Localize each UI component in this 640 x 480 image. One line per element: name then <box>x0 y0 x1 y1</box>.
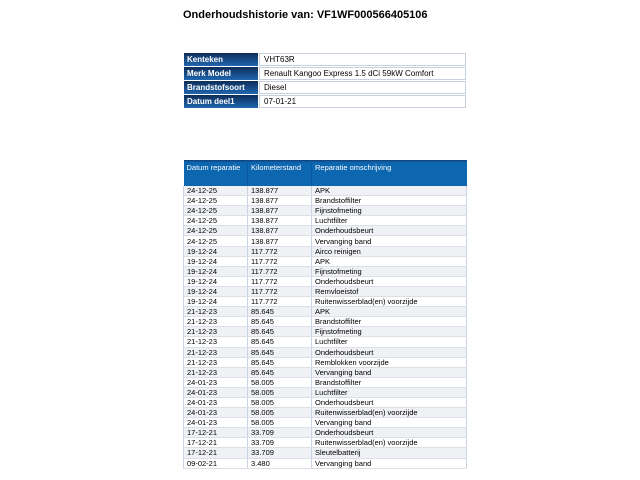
table-row <box>184 418 467 428</box>
cell-kilometerstand: 58.005 <box>248 408 312 418</box>
cell-reparatie-omschrijving: Luchtfilter <box>312 337 467 347</box>
cell-datum-reparatie: 19-12-24 <box>184 256 248 266</box>
cell-reparatie-omschrijving: Fijnstofmeting <box>312 206 467 216</box>
vehicle-info-row <box>184 67 466 80</box>
cell-datum-reparatie: 24-01-23 <box>184 408 248 418</box>
cell-kilometerstand: 138.877 <box>248 236 312 246</box>
cell-kilometerstand: 33.709 <box>248 448 312 458</box>
table-row <box>184 186 467 196</box>
cell-reparatie-omschrijving: Airco reinigen <box>312 246 467 256</box>
cell-reparatie-omschrijving: Onderhoudsbeurt <box>312 276 467 286</box>
cell-datum-reparatie: 24-01-23 <box>184 397 248 407</box>
table-row <box>184 428 467 438</box>
cell-reparatie-omschrijving: Vervanging band <box>312 236 467 246</box>
cell-kilometerstand: 85.645 <box>248 367 312 377</box>
cell-reparatie-omschrijving: APK <box>312 186 467 196</box>
cell-kilometerstand: 58.005 <box>248 397 312 407</box>
cell-datum-reparatie: 21-12-23 <box>184 357 248 367</box>
vehicle-info-value: Renault Kangoo Express 1.5 dCi 59kW Comfort <box>259 67 466 80</box>
cell-reparatie-omschrijving: APK <box>312 307 467 317</box>
cell-kilometerstand: 138.877 <box>248 216 312 226</box>
cell-reparatie-omschrijving: Onderhoudsbeurt <box>312 347 467 357</box>
cell-datum-reparatie: 21-12-23 <box>184 307 248 317</box>
cell-datum-reparatie: 09-02-21 <box>184 458 248 468</box>
vehicle-info-value: VHT63R <box>259 53 466 66</box>
vehicle-info-label: Merk Model <box>184 67 258 80</box>
cell-kilometerstand: 117.772 <box>248 256 312 266</box>
cell-datum-reparatie: 24-12-25 <box>184 226 248 236</box>
cell-datum-reparatie: 21-12-23 <box>184 327 248 337</box>
cell-reparatie-omschrijving: Remvloeistof <box>312 286 467 296</box>
column-header-datum-reparatie: Datum reparatie <box>184 160 248 186</box>
cell-datum-reparatie: 24-12-25 <box>184 216 248 226</box>
table-row <box>184 337 467 347</box>
vehicle-info-label: Datum deel1 <box>184 95 258 108</box>
vehicle-info-value: 07-01-21 <box>259 95 466 108</box>
history-rows <box>184 186 467 468</box>
table-row <box>184 226 467 236</box>
cell-reparatie-omschrijving: Brandstoffilter <box>312 377 467 387</box>
cell-reparatie-omschrijving: Ruitenwisserblad(en) voorzijde <box>312 408 467 418</box>
table-row <box>184 408 467 418</box>
cell-kilometerstand: 33.709 <box>248 438 312 448</box>
table-row <box>184 216 467 226</box>
cell-datum-reparatie: 19-12-24 <box>184 276 248 286</box>
cell-reparatie-omschrijving: Sleutelbatterij <box>312 448 467 458</box>
cell-kilometerstand: 58.005 <box>248 377 312 387</box>
cell-datum-reparatie: 17-12-21 <box>184 438 248 448</box>
table-row <box>184 367 467 377</box>
table-row <box>184 458 467 468</box>
cell-kilometerstand: 117.772 <box>248 246 312 256</box>
cell-reparatie-omschrijving: Ruitenwisserblad(en) voorzijde <box>312 297 467 307</box>
cell-reparatie-omschrijving: Luchtfilter <box>312 216 467 226</box>
cell-kilometerstand: 138.877 <box>248 196 312 206</box>
cell-kilometerstand: 58.005 <box>248 387 312 397</box>
cell-datum-reparatie: 21-12-23 <box>184 337 248 347</box>
table-row <box>184 357 467 367</box>
table-row <box>184 307 467 317</box>
cell-datum-reparatie: 24-12-25 <box>184 186 248 196</box>
vehicle-info-label: Kenteken <box>184 53 258 66</box>
vehicle-info-table <box>183 52 467 109</box>
vehicle-info-row <box>184 81 466 94</box>
cell-datum-reparatie: 21-12-23 <box>184 317 248 327</box>
table-row <box>184 266 467 276</box>
table-row <box>184 387 467 397</box>
cell-datum-reparatie: 24-12-25 <box>184 206 248 216</box>
table-row <box>184 246 467 256</box>
cell-reparatie-omschrijving: Vervanging band <box>312 367 467 377</box>
cell-reparatie-omschrijving: Vervanging band <box>312 418 467 428</box>
cell-datum-reparatie: 24-12-25 <box>184 236 248 246</box>
cell-kilometerstand: 138.877 <box>248 226 312 236</box>
cell-reparatie-omschrijving: Onderhoudsbeurt <box>312 397 467 407</box>
cell-kilometerstand: 85.645 <box>248 337 312 347</box>
history-header-row <box>184 160 467 186</box>
cell-datum-reparatie: 19-12-24 <box>184 266 248 276</box>
cell-kilometerstand: 3.480 <box>248 458 312 468</box>
table-row <box>184 196 467 206</box>
cell-reparatie-omschrijving: Onderhoudsbeurt <box>312 428 467 438</box>
cell-kilometerstand: 33.709 <box>248 428 312 438</box>
table-row <box>184 317 467 327</box>
cell-reparatie-omschrijving: Brandstoffilter <box>312 196 467 206</box>
cell-datum-reparatie: 21-12-23 <box>184 367 248 377</box>
cell-reparatie-omschrijving: Ruitenwisserblad(en) voorzijde <box>312 438 467 448</box>
table-row <box>184 448 467 458</box>
cell-kilometerstand: 85.645 <box>248 317 312 327</box>
cell-kilometerstand: 117.772 <box>248 286 312 296</box>
cell-reparatie-omschrijving: Vervanging band <box>312 458 467 468</box>
cell-kilometerstand: 85.645 <box>248 327 312 337</box>
table-row <box>184 347 467 357</box>
table-row <box>184 256 467 266</box>
table-row <box>184 276 467 286</box>
cell-reparatie-omschrijving: Brandstoffilter <box>312 317 467 327</box>
cell-reparatie-omschrijving: Luchtfilter <box>312 387 467 397</box>
cell-kilometerstand: 117.772 <box>248 276 312 286</box>
table-row <box>184 236 467 246</box>
cell-kilometerstand: 85.645 <box>248 357 312 367</box>
cell-datum-reparatie: 21-12-23 <box>184 347 248 357</box>
cell-datum-reparatie: 24-01-23 <box>184 387 248 397</box>
table-row <box>184 397 467 407</box>
cell-datum-reparatie: 24-12-25 <box>184 196 248 206</box>
column-header-reparatie-omschrijving: Reparatie omschrijving <box>312 160 467 186</box>
cell-reparatie-omschrijving: Onderhoudsbeurt <box>312 226 467 236</box>
table-row <box>184 286 467 296</box>
table-row <box>184 377 467 387</box>
cell-kilometerstand: 85.645 <box>248 347 312 357</box>
cell-kilometerstand: 117.772 <box>248 297 312 307</box>
cell-datum-reparatie: 24-01-23 <box>184 418 248 428</box>
cell-reparatie-omschrijving: Fijnstofmeting <box>312 266 467 276</box>
cell-reparatie-omschrijving: Remblokken voorzijde <box>312 357 467 367</box>
vehicle-info-row <box>184 95 466 108</box>
vehicle-info-value: Diesel <box>259 81 466 94</box>
cell-kilometerstand: 117.772 <box>248 266 312 276</box>
cell-kilometerstand: 58.005 <box>248 418 312 428</box>
cell-kilometerstand: 138.877 <box>248 206 312 216</box>
table-row <box>184 327 467 337</box>
maintenance-history-table <box>183 160 467 469</box>
cell-kilometerstand: 85.645 <box>248 307 312 317</box>
cell-datum-reparatie: 17-12-21 <box>184 448 248 458</box>
cell-kilometerstand: 138.877 <box>248 186 312 196</box>
cell-datum-reparatie: 19-12-24 <box>184 297 248 307</box>
cell-reparatie-omschrijving: APK <box>312 256 467 266</box>
column-header-kilometerstand: Kilometerstand <box>248 160 312 186</box>
cell-datum-reparatie: 17-12-21 <box>184 428 248 438</box>
table-row <box>184 438 467 448</box>
vehicle-info-row <box>184 53 466 66</box>
cell-datum-reparatie: 19-12-24 <box>184 286 248 296</box>
vehicle-info-label: Brandstofsoort <box>184 81 258 94</box>
table-row <box>184 297 467 307</box>
cell-datum-reparatie: 19-12-24 <box>184 246 248 256</box>
table-row <box>184 206 467 216</box>
cell-datum-reparatie: 24-01-23 <box>184 377 248 387</box>
cell-reparatie-omschrijving: Fijnstofmeting <box>312 327 467 337</box>
page-title: Onderhoudshistorie van: VF1WF000566405106 <box>183 9 428 21</box>
